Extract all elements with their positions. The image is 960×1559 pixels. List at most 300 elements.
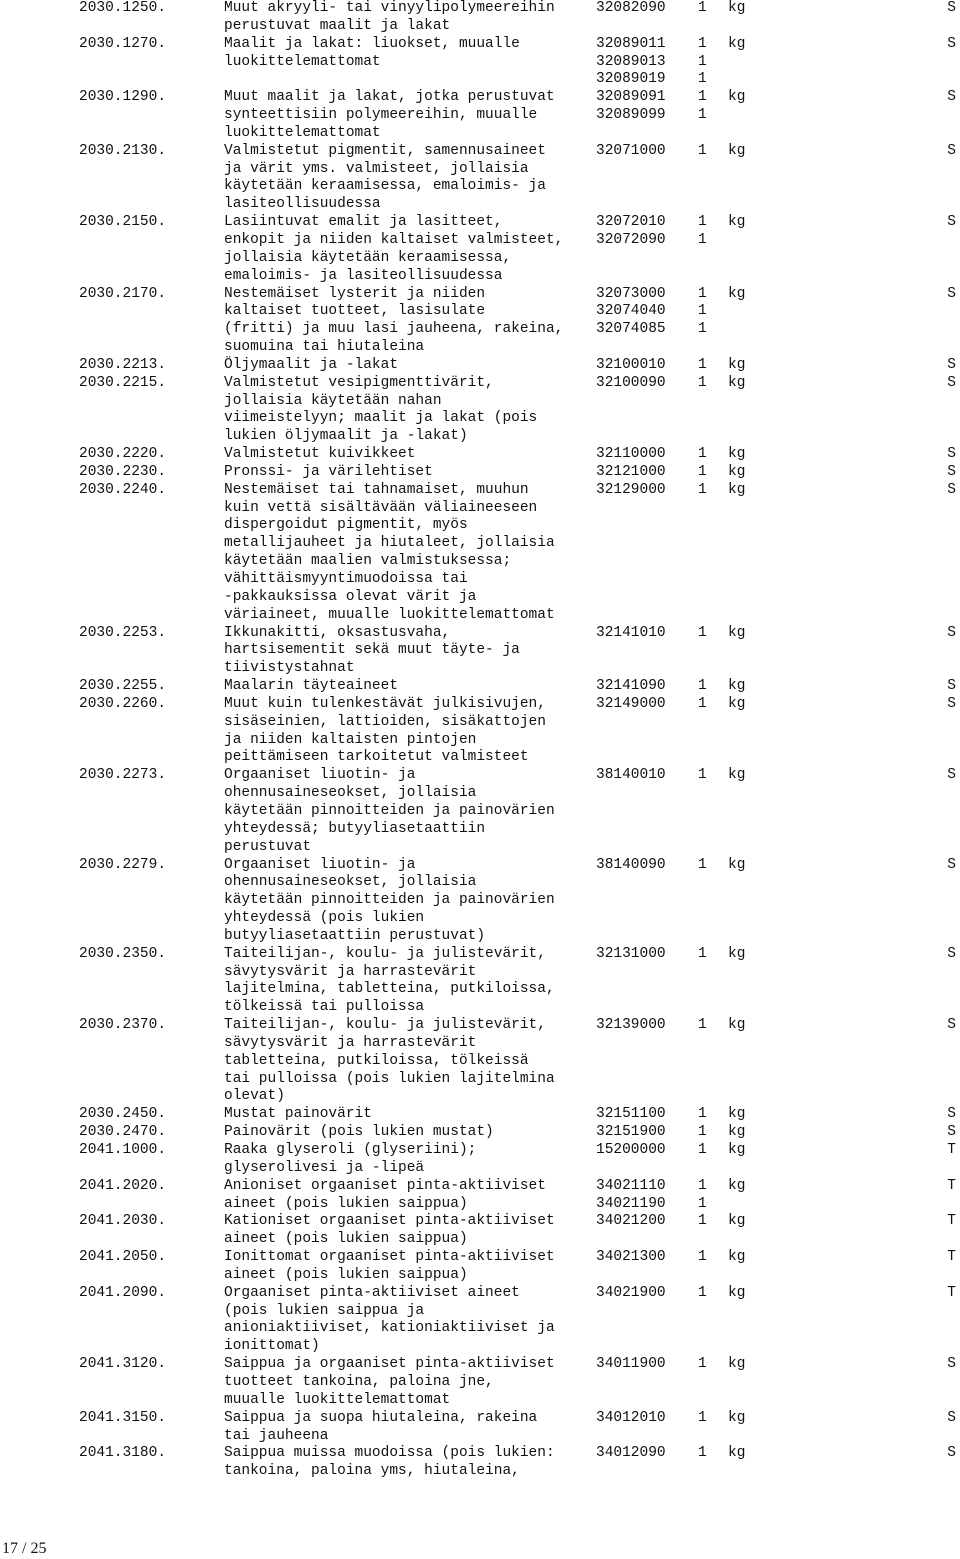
class-code: S <box>947 214 956 231</box>
product-description-line: Valmistetut vesipigmenttivärit, <box>224 374 494 391</box>
product-description <box>224 36 596 90</box>
cn-code-line: 34012090 <box>596 1445 666 1462</box>
cn-code-line: 32089019 <box>596 71 666 88</box>
class-code: T <box>947 1249 956 1266</box>
quantity <box>698 625 728 679</box>
quantity <box>698 678 728 696</box>
product-description-line: Taiteilijan-, koulu- ja julistevärit, <box>224 1017 546 1034</box>
quantity-line: 1 <box>698 1177 707 1194</box>
cn-code <box>596 89 698 143</box>
quantity-line: 1 <box>698 446 707 463</box>
product-description-line: Orgaaniset liuotin- ja <box>224 856 416 873</box>
class-code: S <box>947 35 956 52</box>
quantity-line: 1 <box>698 53 707 70</box>
class-code: S <box>947 695 956 712</box>
unit: kg <box>728 89 746 106</box>
unit: kg <box>728 695 746 712</box>
product-description-line: suomuina tai hiutaleina <box>224 339 425 356</box>
cn-code-line: 32121000 <box>596 463 666 480</box>
product-description-line: Kationiset orgaaniset pinta-aktiiviset <box>224 1213 555 1230</box>
product-description-line: tiivistystahnat <box>224 660 355 677</box>
product-code: 2030.2450. <box>79 1106 167 1123</box>
quantity-line: 1 <box>698 1356 707 1373</box>
cn-code-line: 38140010 <box>596 767 666 784</box>
unit: kg <box>728 1017 746 1034</box>
product-description-line: Mustat painovärit <box>224 1106 372 1123</box>
quantity-line: 1 <box>698 285 707 302</box>
product-description-line: Saippua muissa muodoissa (pois lukien: <box>224 1445 555 1462</box>
product-description <box>224 1285 596 1356</box>
cn-code <box>596 1178 698 1214</box>
quantity <box>698 1124 728 1142</box>
unit: kg <box>728 1445 746 1462</box>
cn-code-line: 34011900 <box>596 1356 666 1373</box>
product-description-line: käytetään pinnoitteiden ja painovärien <box>224 892 555 909</box>
product-description-line: Saippua ja orgaaniset pinta-aktiiviset <box>224 1356 555 1373</box>
unit: kg <box>728 1106 746 1123</box>
unit: kg <box>728 0 746 16</box>
cn-code <box>596 1213 698 1249</box>
unit: kg <box>728 1213 746 1230</box>
product-description-line: ohennusaineseokset, jollaisia <box>224 874 477 891</box>
product-code: 2030.2255. <box>79 678 167 695</box>
product-description <box>224 1213 596 1249</box>
class-code: S <box>947 285 956 302</box>
unit: kg <box>728 1124 746 1141</box>
product-description <box>224 946 596 1017</box>
product-description-line: Valmistetut kuivikkeet <box>224 446 416 463</box>
product-description <box>224 357 596 375</box>
quantity <box>698 1017 728 1106</box>
product-code: 2030.2150. <box>79 214 167 231</box>
cn-code-line: 32141010 <box>596 624 666 641</box>
product-description-line: lajitelmina, tabletteina, putkiloissa, <box>224 981 555 998</box>
unit: kg <box>728 1177 746 1194</box>
product-description-line: Nestemäiset tai tahnamaiset, muuhun <box>224 481 529 498</box>
class-code: S <box>947 463 956 480</box>
product-description-line: Raaka glyseroli (glyseriini); <box>224 1142 477 1158</box>
cn-code <box>596 446 698 464</box>
cn-code <box>596 678 698 696</box>
product-description-line: metallijauheet ja hiutaleet, jollaisia <box>224 535 555 552</box>
class-code: S <box>947 1017 956 1034</box>
cn-code <box>596 286 698 357</box>
product-description <box>224 1410 596 1446</box>
product-description-line: lasiteollisuudessa <box>224 196 381 213</box>
product-description-line: tai pulloissa (pois lukien lajitelmina <box>224 1070 555 1087</box>
class-code: S <box>947 1356 956 1373</box>
product-description-line: Painovärit (pois lukien mustat) <box>224 1124 494 1141</box>
quantity-line: 1 <box>698 303 707 320</box>
product-code: 2030.2273. <box>79 767 167 784</box>
quantity-line: 1 <box>698 1124 707 1141</box>
product-description-line: kaltaiset tuotteet, lasisulate <box>224 303 486 320</box>
class-code: S <box>947 1124 956 1141</box>
product-description-line: Nestemäiset lysterit ja niiden <box>224 285 486 302</box>
class-code: S <box>947 1409 956 1426</box>
quantity-line: 1 <box>698 945 707 962</box>
class-code: S <box>947 481 956 498</box>
class-code: S <box>947 678 956 695</box>
quantity <box>698 36 728 90</box>
product-code: 2030.2130. <box>79 142 167 159</box>
quantity-line: 1 <box>698 1106 707 1123</box>
cn-code-line: 34012010 <box>596 1409 666 1426</box>
product-description <box>224 1178 596 1214</box>
unit: kg <box>728 1249 746 1266</box>
product-description <box>224 625 596 679</box>
cn-code-line: 34021110 <box>596 1177 666 1194</box>
table-row <box>0 357 960 375</box>
cn-code <box>596 143 698 214</box>
product-description-line: tankoina, paloina yms, hiutaleina, <box>224 1463 520 1480</box>
cn-code <box>596 1017 698 1106</box>
product-description <box>224 1445 596 1481</box>
unit: kg <box>728 945 746 962</box>
product-code: 2041.3180. <box>79 1445 167 1462</box>
cn-code-line: 32082090 <box>596 0 666 16</box>
unit: kg <box>728 285 746 302</box>
class-code: T <box>947 1142 956 1158</box>
product-description-line: Orgaaniset liuotin- ja <box>224 767 416 784</box>
product-description-line: Muut akryyli- tai vinyylipolymeereihin <box>224 0 555 16</box>
cn-code-line: 34021900 <box>596 1284 666 1301</box>
cn-code-line: 32074085 <box>596 321 666 338</box>
unit: kg <box>728 463 746 480</box>
product-description-line: Ikkunakitti, oksastusvaha, <box>224 624 451 641</box>
product-description-line: Muut maalit ja lakat, jotka perustuvat <box>224 89 555 106</box>
product-description <box>224 857 596 946</box>
product-description <box>224 286 596 357</box>
product-description-line: aineet (pois lukien saippua) <box>224 1195 468 1212</box>
product-description-line: Muut kuin tulenkestävät julkisivujen, <box>224 695 546 712</box>
quantity <box>698 214 728 285</box>
table-row <box>0 1410 960 1446</box>
unit: kg <box>728 446 746 463</box>
quantity-line: 1 <box>698 624 707 641</box>
product-description <box>224 143 596 214</box>
cn-code-line: 32071000 <box>596 142 666 159</box>
cn-code <box>596 1356 698 1410</box>
table-row <box>0 0 960 36</box>
product-code: 2041.1000. <box>79 1142 167 1158</box>
product-code: 2030.1270. <box>79 35 167 52</box>
quantity <box>698 1142 728 1178</box>
table-row <box>0 375 960 446</box>
unit: kg <box>728 481 746 498</box>
table-row <box>0 89 960 143</box>
product-description-line: käytetään keraamisessa, emaloimis- ja <box>224 178 546 195</box>
product-code: 2041.3150. <box>79 1409 167 1426</box>
class-code: S <box>947 624 956 641</box>
product-description-line: Maalarin täyteaineet <box>224 678 399 695</box>
product-description-line: lukien öljymaalit ja -lakat) <box>224 428 468 445</box>
product-code: 2030.2220. <box>79 446 167 463</box>
quantity-line: 1 <box>698 1409 707 1426</box>
class-code: T <box>947 1284 956 1301</box>
cn-code <box>596 1124 698 1142</box>
product-description-line: vähittäismyyntimuodoissa tai <box>224 571 468 587</box>
product-description-line: muualle luokittelemattomat <box>224 1391 451 1408</box>
product-description-line: anioniaktiiviset, kationiaktiiviset ja <box>224 1320 555 1337</box>
page-number: 17 / 25 <box>2 1540 47 1557</box>
quantity-line: 1 <box>698 0 707 16</box>
unit: kg <box>728 1409 746 1426</box>
quantity-line: 1 <box>698 1017 707 1034</box>
product-description-line: Valmistetut pigmentit, samennusaineet <box>224 142 546 159</box>
quantity <box>698 946 728 1017</box>
product-description-line: butyyliasetaattiin perustuvat) <box>224 927 486 944</box>
product-description-line: jollaisia käytetään nahan <box>224 392 442 409</box>
cn-code-line: 32089091 <box>596 89 666 106</box>
cn-code-line: 32072010 <box>596 214 666 231</box>
product-description <box>224 464 596 482</box>
quantity <box>698 1213 728 1249</box>
cn-code-line: 32141090 <box>596 678 666 695</box>
quantity-line: 1 <box>698 35 707 52</box>
product-description-line: tölkeissä tai pulloissa <box>224 999 425 1016</box>
table-row <box>0 678 960 696</box>
unit: kg <box>728 678 746 695</box>
quantity <box>698 0 728 36</box>
quantity-line: 1 <box>698 374 707 391</box>
product-description-line: Saippua ja suopa hiutaleina, rakeina <box>224 1409 538 1426</box>
product-code: 2041.2030. <box>79 1213 167 1230</box>
product-code: 2030.1290. <box>79 89 167 106</box>
quantity <box>698 357 728 375</box>
product-description-line: tai jauheena <box>224 1427 329 1444</box>
cn-code <box>596 696 698 767</box>
table-row <box>0 1142 960 1178</box>
table-row <box>0 1445 960 1481</box>
product-description-line: tuotteet tankoina, paloina jne, <box>224 1373 494 1390</box>
cn-code <box>596 464 698 482</box>
cn-code-line: 34021190 <box>596 1195 666 1212</box>
table-row <box>0 286 960 357</box>
product-code: 2030.2215. <box>79 374 167 391</box>
quantity <box>698 375 728 446</box>
class-code: S <box>947 142 956 159</box>
cn-code-line: 34021200 <box>596 1213 666 1230</box>
unit: kg <box>728 1142 746 1158</box>
cn-code <box>596 482 698 625</box>
cn-code <box>596 36 698 90</box>
quantity <box>698 1249 728 1285</box>
product-description <box>224 767 596 856</box>
cn-code <box>596 1249 698 1285</box>
cn-code <box>596 857 698 946</box>
cn-code-line: 32129000 <box>596 481 666 498</box>
table-row <box>0 214 960 285</box>
product-description-line: ja niiden kaltaisten pintojen <box>224 731 477 748</box>
unit: kg <box>728 356 746 373</box>
product-description <box>224 1017 596 1106</box>
quantity <box>698 857 728 946</box>
table-row <box>0 36 960 90</box>
product-description-line: Öljymaalit ja -lakat <box>224 356 399 373</box>
product-code: 2030.2240. <box>79 481 167 498</box>
cn-code <box>596 946 698 1017</box>
quantity-line: 1 <box>698 1284 707 1301</box>
quantity-line: 1 <box>698 1445 707 1462</box>
cn-code <box>596 625 698 679</box>
quantity <box>698 1445 728 1481</box>
product-code: 2030.2350. <box>79 945 167 962</box>
product-description-line: kuin vettä sisältävään väliaineeseen <box>224 499 538 516</box>
table-row <box>0 767 960 856</box>
quantity <box>698 89 728 143</box>
product-description-line: tabletteina, putkiloissa, tölkeissä <box>224 1052 529 1069</box>
quantity <box>698 1106 728 1124</box>
product-description-line: ja värit yms. valmisteet, jollaisia <box>224 160 529 177</box>
table-row <box>0 1356 960 1410</box>
cn-code-line: 32089013 <box>596 53 666 70</box>
quantity-line: 1 <box>698 214 707 231</box>
product-description-line: Anioniset orgaaniset pinta-aktiiviset <box>224 1177 546 1194</box>
product-description <box>224 678 596 696</box>
product-description-line: olevat) <box>224 1088 285 1105</box>
cn-code-line: 32151100 <box>596 1106 666 1123</box>
product-description <box>224 1356 596 1410</box>
class-code: S <box>947 374 956 391</box>
quantity-line: 1 <box>698 678 707 695</box>
cn-code <box>596 0 698 36</box>
product-description-line: (pois lukien saippua ja <box>224 1302 425 1319</box>
table-row <box>0 1106 960 1124</box>
quantity <box>698 1410 728 1446</box>
table-row <box>0 1285 960 1356</box>
product-code: 2030.2279. <box>79 856 167 873</box>
unit: kg <box>728 1284 746 1301</box>
product-description-line: -pakkauksissa olevat värit ja <box>224 588 477 605</box>
product-description <box>224 482 596 625</box>
product-description-line: käytetään pinnoitteiden ja painovärien <box>224 802 555 819</box>
table-row <box>0 857 960 946</box>
quantity <box>698 1178 728 1214</box>
unit: kg <box>728 374 746 391</box>
unit: kg <box>728 856 746 873</box>
product-description-line: sävytysvärit ja harrastevärit <box>224 1034 477 1051</box>
cn-code <box>596 1445 698 1481</box>
product-description-line: Taiteilijan-, koulu- ja julistevärit, <box>224 945 546 962</box>
class-code: S <box>947 1106 956 1123</box>
product-description-line: glyserolivesi ja -lipeä <box>224 1159 425 1176</box>
quantity <box>698 446 728 464</box>
product-code: 2030.2213. <box>79 356 167 373</box>
class-code: S <box>947 89 956 106</box>
product-description-line: peittämiseen tarkoitetut valmisteet <box>224 749 529 766</box>
quantity-line: 1 <box>698 142 707 159</box>
cn-code-line: 32089099 <box>596 107 666 124</box>
cn-code-line: 32100090 <box>596 374 666 391</box>
class-code: T <box>947 1177 956 1194</box>
product-code: 2041.2020. <box>79 1177 167 1194</box>
cn-code-line: 32074040 <box>596 303 666 320</box>
cn-code <box>596 375 698 446</box>
quantity <box>698 1356 728 1410</box>
class-code: S <box>947 0 956 16</box>
product-description-line: (fritti) ja muu lasi jauheena, rakeina, <box>224 321 564 338</box>
cn-code-line: 32073000 <box>596 285 666 302</box>
product-description-line: luokittelemattomat <box>224 53 381 70</box>
cn-code <box>596 767 698 856</box>
quantity-line: 1 <box>698 231 707 248</box>
quantity <box>698 767 728 856</box>
quantity-line: 1 <box>698 1195 707 1212</box>
product-description-line: ionittomat) <box>224 1338 320 1355</box>
product-description-line: Orgaaniset pinta-aktiiviset aineet <box>224 1284 520 1301</box>
cn-code-line: 32110000 <box>596 446 666 463</box>
product-description-line: aineet (pois lukien saippua) <box>224 1266 468 1283</box>
product-description <box>224 696 596 767</box>
unit: kg <box>728 624 746 641</box>
quantity-line: 1 <box>698 1142 707 1158</box>
table-row <box>0 143 960 214</box>
cn-code-line: 32100010 <box>596 356 666 373</box>
cn-code-line: 32139000 <box>596 1017 666 1034</box>
quantity-line: 1 <box>698 107 707 124</box>
unit: kg <box>728 142 746 159</box>
product-description-line: sisäseinien, lattioiden, sisäkattojen <box>224 713 546 730</box>
table-row <box>0 482 960 625</box>
cn-code <box>596 1410 698 1446</box>
cn-code <box>596 1106 698 1124</box>
product-description <box>224 375 596 446</box>
class-code: S <box>947 446 956 463</box>
unit: kg <box>728 767 746 784</box>
product-description-line: synteettisiin polymeereihin, muualle <box>224 107 538 124</box>
table-row <box>0 1017 960 1106</box>
class-code: S <box>947 945 956 962</box>
quantity <box>698 464 728 482</box>
cn-code <box>596 1142 698 1178</box>
product-description-line: aineet (pois lukien saippua) <box>224 1231 468 1248</box>
table-row <box>0 1124 960 1142</box>
cn-code-line: 32131000 <box>596 945 666 962</box>
cn-code-line: 32089011 <box>596 35 666 52</box>
quantity-line: 1 <box>698 1249 707 1266</box>
quantity-line: 1 <box>698 1213 707 1230</box>
product-description-line: hartsisementit sekä muut täyte- ja <box>224 642 520 659</box>
product-description <box>224 1142 596 1178</box>
class-code: T <box>947 1213 956 1230</box>
product-code: 2030.2260. <box>79 695 167 712</box>
quantity-line: 1 <box>698 89 707 106</box>
product-description-line: yhteydessä (pois lukien <box>224 910 425 927</box>
quantity-line: 1 <box>698 71 707 88</box>
cn-code-line: 38140090 <box>596 856 666 873</box>
table-row <box>0 696 960 767</box>
unit: kg <box>728 35 746 52</box>
quantity-line: 1 <box>698 463 707 480</box>
quantity-line: 1 <box>698 856 707 873</box>
product-description-line: perustuvat maalit ja lakat <box>224 17 451 34</box>
cn-code <box>596 214 698 285</box>
table-row <box>0 464 960 482</box>
product-code: 2030.2170. <box>79 285 167 302</box>
product-description-line: viimeistelyyn; maalit ja lakat (pois <box>224 410 538 427</box>
class-code: S <box>947 767 956 784</box>
cn-code-line: 32072090 <box>596 231 666 248</box>
cn-code-line: 32151900 <box>596 1124 666 1141</box>
product-code: 2030.2253. <box>79 624 167 641</box>
table-row <box>0 1213 960 1249</box>
quantity-line: 1 <box>698 767 707 784</box>
cn-code <box>596 1285 698 1356</box>
product-code: 2041.3120. <box>79 1356 167 1373</box>
quantity <box>698 482 728 625</box>
product-description-line: jollaisia käytetään keraamisessa, <box>224 249 512 266</box>
